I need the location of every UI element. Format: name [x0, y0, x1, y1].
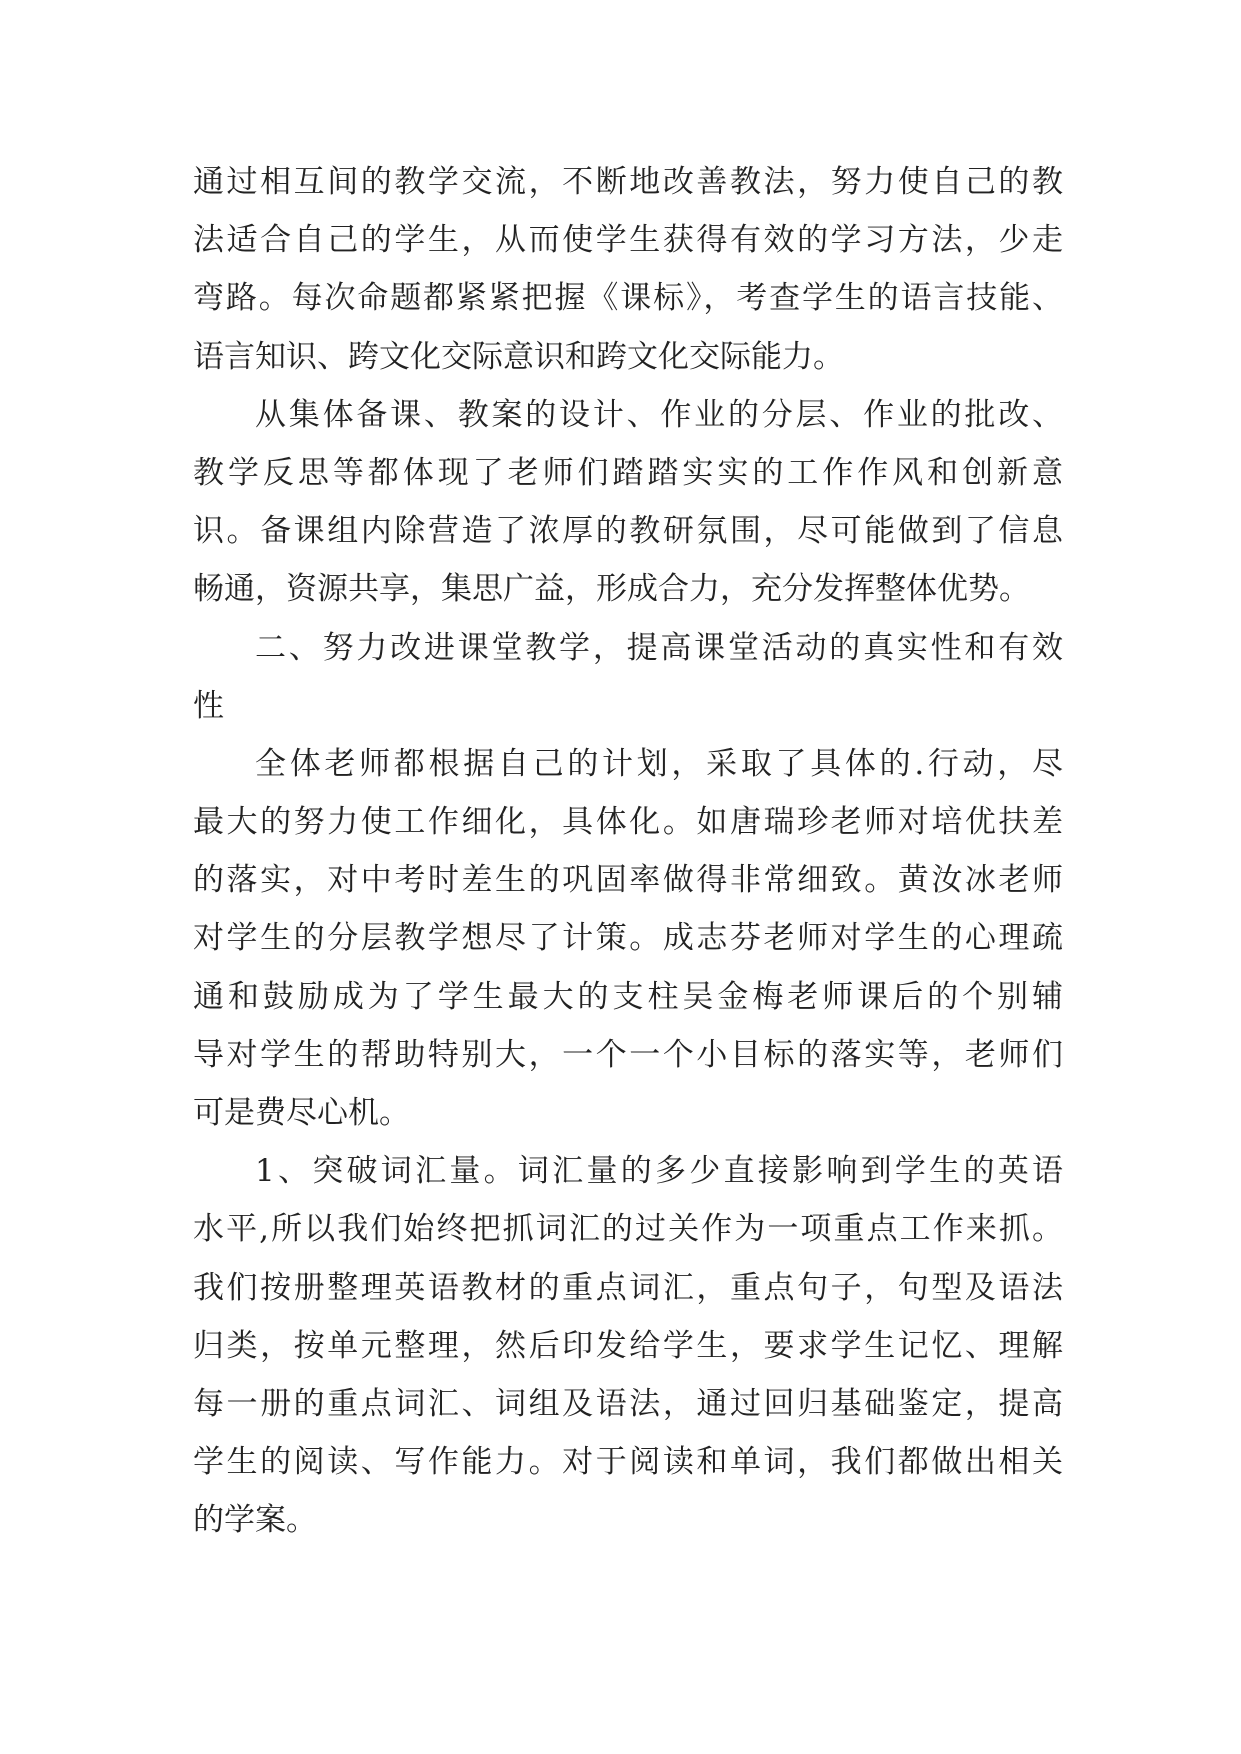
text-line: 导对学生的帮助特别大，一个一个小目标的落实等，老师们	[193, 1036, 1063, 1073]
text-line: 的落实，对中考时差生的巩固率做得非常细致。黄汝冰老师	[193, 862, 1063, 899]
text-line: 弯路。每次命题都紧紧把握《课标》，考查学生的语言技能、	[193, 280, 1063, 317]
text-line: 教学反思等都体现了老师们踏踏实实的工作作风和创新意	[193, 454, 1063, 491]
text-line: 法适合自己的学生，从而使学生获得有效的学习方法，少走	[193, 222, 1063, 259]
text-line: 从集体备课、教案的设计、作业的分层、作业的批改、	[255, 396, 1063, 433]
text-line: 识。备课组内除营造了浓厚的教研氛围，尽可能做到了信息	[193, 513, 1063, 550]
text-line: 水平,所以我们始终把抓词汇的过关作为一项重点工作来抓。	[193, 1211, 1063, 1248]
document-body	[193, 153, 1063, 1550]
text-line: 归类，按单元整理，然后印发给学生，要求学生记忆、理解	[193, 1327, 1063, 1364]
text-line: 每一册的重点词汇、词组及语法，通过回归基础鉴定，提高	[193, 1385, 1063, 1422]
text-line: 性	[193, 687, 224, 724]
text-line: 二、努力改进课堂教学，提高课堂活动的真实性和有效	[255, 629, 1063, 666]
text-line: 1、突破词汇量。词汇量的多少直接影响到学生的英语	[255, 1153, 1063, 1190]
text-line: 学生的阅读、写作能力。对于阅读和单词，我们都做出相关	[193, 1444, 1063, 1481]
text-line: 通过相互间的教学交流，不断地改善教法，努力使自己的教	[193, 164, 1063, 200]
text-line: 畅通，资源共享，集思广益，形成合力，充分发挥整体优势。	[193, 571, 1030, 608]
text-line: 最大的努力使工作细化，具体化。如唐瑞珍老师对培优扶差	[193, 804, 1063, 841]
text-line: 语言知识、跨文化交际意识和跨文化交际能力。	[193, 338, 844, 375]
text-line: 的学案。	[193, 1502, 317, 1539]
text-line: 可是费尽心机。	[193, 1095, 410, 1131]
text-line: 通和鼓励成为了学生最大的支柱吴金梅老师课后的个别辅	[193, 978, 1063, 1015]
text-line: 全体老师都根据自己的计划，采取了具体的.行动，尽	[255, 745, 1063, 782]
text-line: 对学生的分层教学想尽了计策。成志芬老师对学生的心理疏	[193, 920, 1063, 957]
text-line: 我们按册整理英语教材的重点词汇，重点句子，句型及语法	[193, 1269, 1063, 1306]
